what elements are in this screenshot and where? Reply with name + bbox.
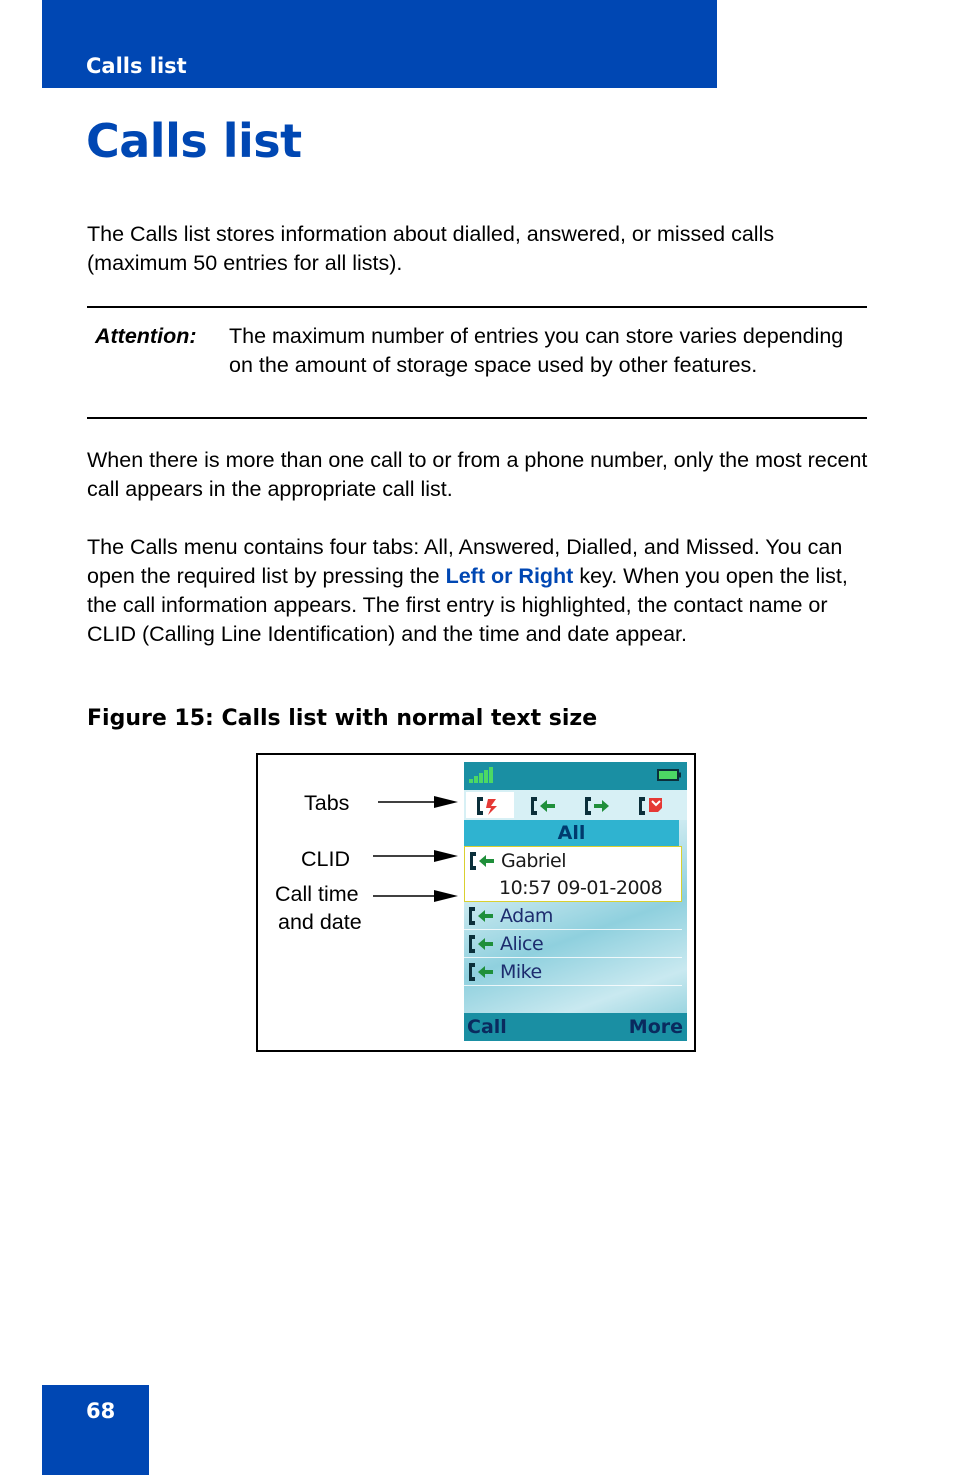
call-softkey[interactable]: Call (467, 1016, 507, 1038)
callout-tabs: Tabs (304, 791, 350, 815)
tab-title: All (464, 820, 679, 846)
left-right-key-link[interactable]: Left or Right (445, 564, 574, 588)
clid-name: Gabriel (501, 850, 566, 872)
intro-paragraph: The Calls list stores information about dialled, answered, or missed calls (maximum 50 entries for all lists). (87, 222, 775, 275)
page-number: 68 (86, 1399, 116, 1423)
arrow-tabs (378, 796, 458, 808)
tab-dialled[interactable] (574, 792, 622, 818)
row-divider (464, 985, 682, 986)
page-number-box (42, 1385, 149, 1475)
call-time-date: 10:57 09-01-2008 (499, 877, 663, 899)
paragraph-recent-call: When there is more than one call to or from a phone number, only the most recent call appears in the appropriate call list. (87, 448, 868, 501)
more-softkey[interactable]: More (628, 1016, 683, 1038)
callout-clid: CLID (301, 847, 350, 871)
contact-name: Adam (500, 905, 553, 927)
contact-name: Mike (500, 961, 542, 983)
tab-answered[interactable] (520, 792, 568, 818)
call-entry-mike[interactable] (464, 958, 682, 986)
dialled-calls-icon (582, 795, 612, 817)
all-calls-icon (474, 795, 504, 817)
header-section-title: Calls list (86, 54, 187, 78)
call-entry-alice[interactable] (464, 930, 682, 958)
status-bar (464, 762, 687, 790)
call-tabs (464, 790, 687, 820)
arrow-call-time (373, 890, 458, 902)
contact-name: Alice (500, 933, 544, 955)
attention-label: Attention: (95, 324, 197, 348)
battery-icon (657, 768, 681, 782)
tab-missed[interactable] (628, 792, 676, 818)
answered-call-icon (467, 962, 497, 982)
answered-call-icon (467, 906, 497, 926)
tab-all[interactable] (466, 792, 514, 818)
page-title: Calls list (86, 114, 302, 168)
answered-call-icon (467, 934, 497, 954)
answered-calls-icon (528, 795, 558, 817)
paragraph-tabs-text-1: The Calls menu contains four tabs: All, Answered, Dialled, and Missed. You can open the required list by pressing the (87, 535, 843, 588)
signal-strength-icon (469, 767, 495, 783)
callout-and-date: and date (278, 910, 362, 934)
phone-screen (464, 762, 687, 1041)
figure-caption: Figure 15: Calls list with normal text size (87, 706, 598, 731)
call-entry-adam[interactable] (464, 902, 682, 930)
callout-call-time: Call time (275, 882, 359, 906)
missed-calls-icon (636, 795, 666, 817)
attention-text: The maximum number of entries you can store varies depending on the amount of storage space used by other features. (229, 324, 844, 377)
answered-call-icon (468, 851, 498, 871)
paragraph-tabs-text-2: key. When you open the list, the call information appears. The first entry is highlighted, the contact name or CLID (Calling Line Identification) and the time and date appear. (87, 564, 848, 646)
softkey-bar (464, 1013, 687, 1041)
arrow-clid (373, 850, 458, 862)
call-entry-gabriel[interactable] (464, 846, 682, 902)
